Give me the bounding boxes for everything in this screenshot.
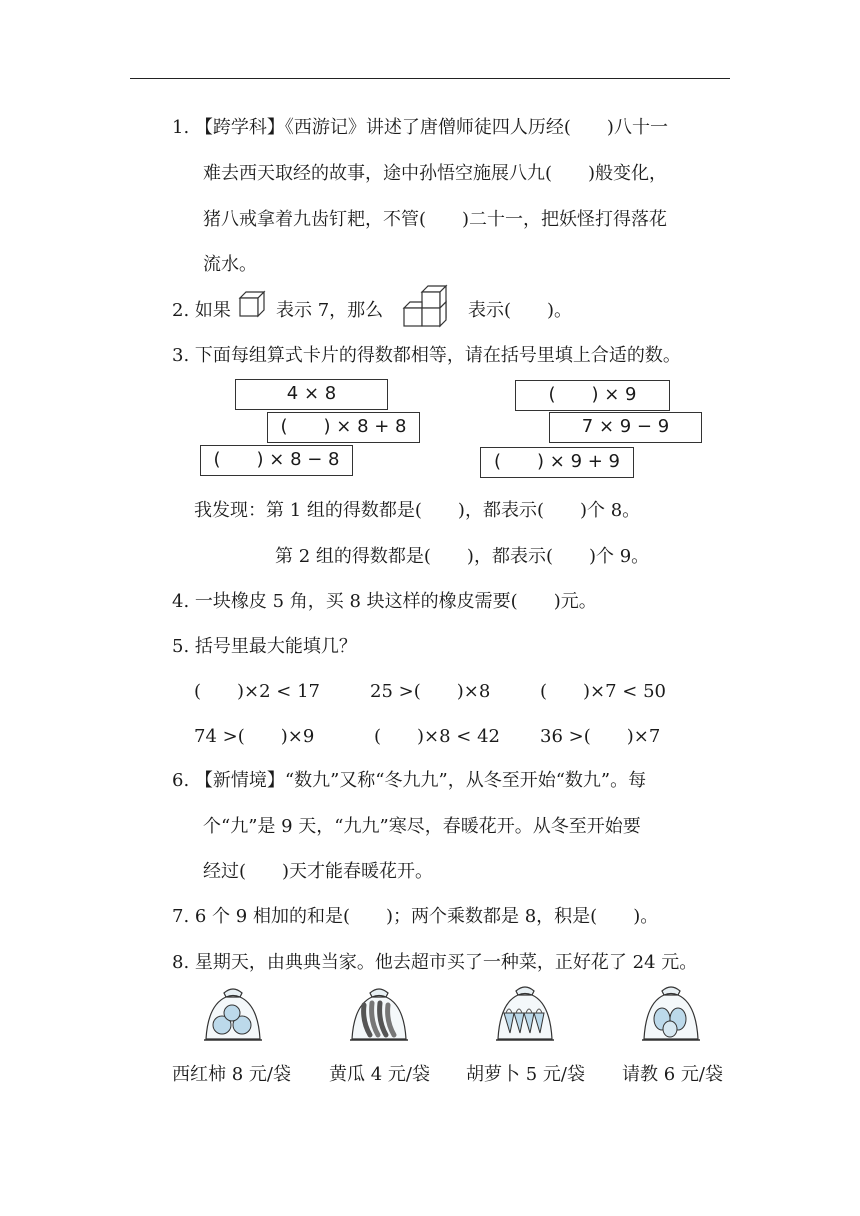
cucumber-bag-icon bbox=[348, 985, 410, 1045]
q2-suffix: 表示( )。 bbox=[468, 300, 573, 321]
carrot-bag-icon bbox=[494, 983, 556, 1045]
q5-r1-c2: 25 >( )×8 bbox=[370, 681, 491, 702]
q3-finding-1: 我发现：第 1 组的得数都是( )，都表示( )个 8。 bbox=[194, 500, 641, 521]
q1-line-1: 1. 【跨学科】《西游记》讲述了唐僧师徒四人历经( )八十一 bbox=[172, 117, 668, 138]
q2-middle: 表示 7，那么 bbox=[276, 300, 384, 321]
q1-line-2: 难去西天取经的故事，途中孙悟空施展八九( )般变化， bbox=[203, 163, 668, 184]
tomato-bag-icon bbox=[202, 985, 264, 1045]
q5-r2-c1: 74 >( )×9 bbox=[194, 726, 315, 747]
q2-prefix: 2. 如果 bbox=[172, 300, 231, 321]
single-cube-icon bbox=[238, 290, 266, 320]
q3-finding-2: 第 2 组的得数都是( )，都表示( )个 9。 bbox=[275, 546, 650, 567]
card-g2-3: ( ) × 9 + 9 bbox=[480, 447, 634, 478]
q5-r2-c3: 36 >( )×7 bbox=[540, 726, 661, 747]
stacked-cubes-icon bbox=[402, 284, 454, 332]
q5-r1-c3: ( )×7 < 50 bbox=[540, 681, 667, 702]
vegetable-bag-icon bbox=[640, 983, 702, 1045]
card-g1-1: 4 × 8 bbox=[235, 379, 388, 410]
card-g1-3: ( ) × 8 − 8 bbox=[200, 445, 353, 476]
card-g1-2: ( ) × 8 + 8 bbox=[267, 412, 420, 443]
q6-line-3: 经过( )天才能春暖花开。 bbox=[203, 861, 434, 882]
q6-line-1: 6. 【新情境】“数九”又称“冬九九”，从冬至开始“数九”。每 bbox=[172, 770, 647, 791]
q5-r2-c2: ( )×8 < 42 bbox=[374, 726, 501, 747]
top-rule bbox=[130, 78, 730, 79]
q1-line-3: 猪八戒拿着九齿钉耙，不管( )二十一，把妖怪打得落花 bbox=[203, 209, 668, 230]
q6-line-2: 个“九”是 9 天，“九九”寒尽，春暖花开。从冬至开始要 bbox=[203, 816, 641, 837]
veg-label-other: 请教 6 元/袋 bbox=[622, 1064, 723, 1085]
veg-label-cucumber: 黄瓜 4 元/袋 bbox=[329, 1064, 430, 1085]
q7-text: 7. 6 个 9 相加的和是( )；两个乘数都是 8，积是( )。 bbox=[172, 906, 659, 927]
q3-text: 3. 下面每组算式卡片的得数都相等，请在括号里填上合适的数。 bbox=[172, 345, 681, 366]
q4-text: 4. 一块橡皮 5 角，买 8 块这样的橡皮需要( )元。 bbox=[172, 591, 597, 612]
card-g2-2: 7 × 9 − 9 bbox=[549, 412, 702, 443]
veg-label-carrot: 胡萝卜 5 元/袋 bbox=[466, 1064, 585, 1085]
q8-text: 8. 星期天，由典典当家。他去超市买了一种菜，正好花了 24 元。 bbox=[172, 952, 698, 973]
q5-text: 5. 括号里最大能填几？ bbox=[172, 636, 357, 657]
q1-line-4: 流水。 bbox=[203, 254, 257, 275]
veg-label-tomato: 西红柿 8 元/袋 bbox=[172, 1064, 291, 1085]
q5-r1-c1: ( )×2 < 17 bbox=[194, 681, 321, 702]
card-g2-1: ( ) × 9 bbox=[515, 380, 670, 411]
